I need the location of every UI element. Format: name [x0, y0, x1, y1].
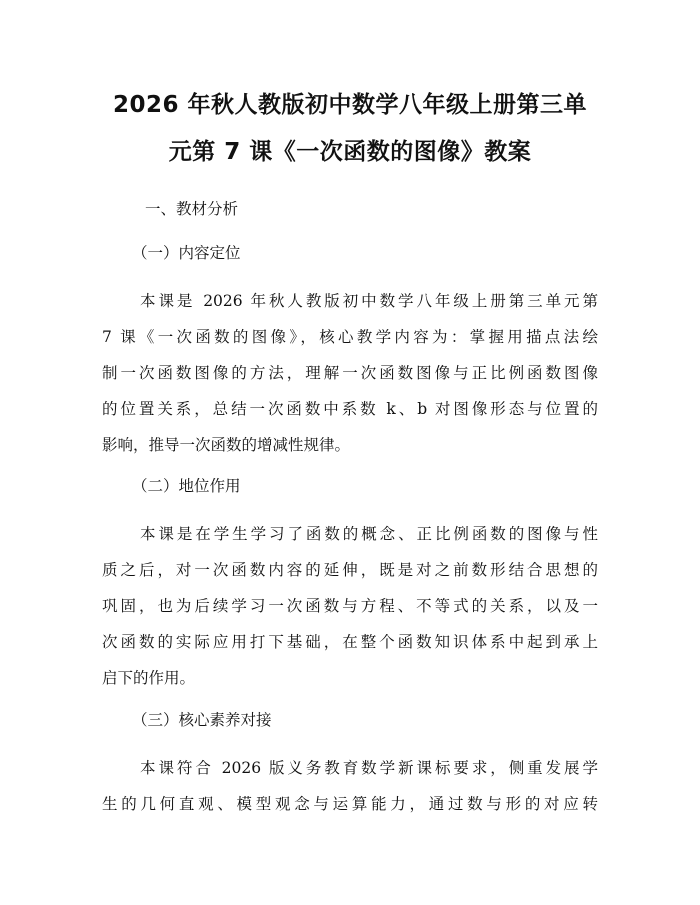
paragraph-line: 制一次函数图像的方法，理解一次函数图像与正比例函数图像	[102, 364, 598, 382]
paragraph-line: 本课是在学生学习了函数的概念、正比例函数的图像与性	[140, 525, 598, 543]
subheading-role: （二）地位作用	[132, 477, 241, 495]
paragraph-line: 7 课《一次函数的图像》，核心教学内容为：掌握用描点法绘	[102, 328, 598, 346]
subheading-content-positioning: （一）内容定位	[132, 244, 241, 262]
paragraph-line: 次函数的实际应用打下基础，在整个函数知识体系中起到承上	[102, 633, 598, 651]
paragraph-line: 影响，推导一次函数的增减性规律。	[102, 436, 351, 454]
paragraph-line: 启下的作用。	[102, 669, 196, 687]
section-heading-textbook-analysis: 一、教材分析	[145, 200, 239, 218]
subheading-core-literacy: （三）核心素养对接	[132, 711, 272, 729]
paragraph-line: 质之后，对一次函数内容的延伸，既是对之前数形结合思想的	[102, 561, 598, 579]
document-title-line-2: 元第 7 课《一次函数的图像》教案	[168, 139, 532, 165]
document-title-line-1: 2026 年秋人教版初中数学八年级上册第三单	[112, 92, 588, 118]
paragraph-line: 的位置关系，总结一次函数中系数 k、b 对图像形态与位置的	[102, 400, 598, 418]
paragraph-line: 本课符合 2026 版义务教育数学新课标要求，侧重发展学	[140, 759, 598, 777]
paragraph-line: 生的几何直观、模型观念与运算能力，通过数与形的对应转	[102, 795, 598, 813]
paragraph-line: 本课是 2026 年秋人教版初中数学八年级上册第三单元第	[140, 292, 598, 310]
paragraph-line: 巩固，也为后续学习一次函数与方程、不等式的关系，以及一	[102, 597, 598, 615]
